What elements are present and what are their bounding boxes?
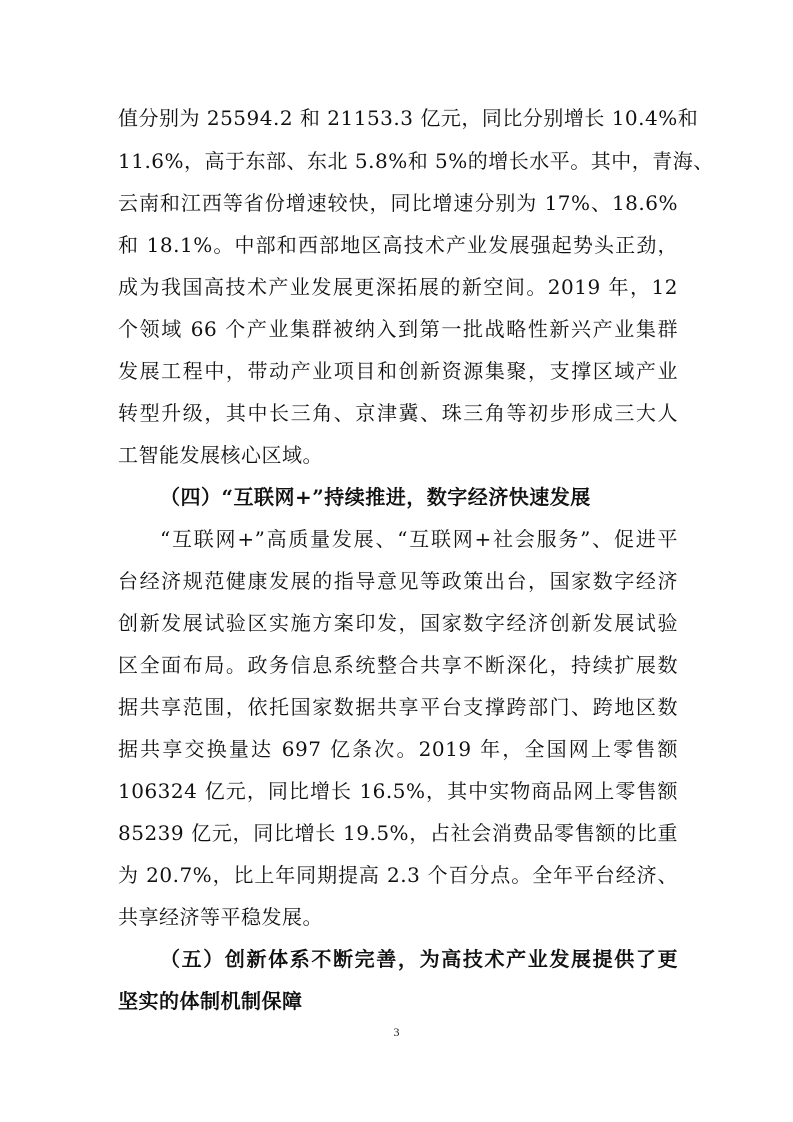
text-line: 区全面布局。政务信息系统整合共享不断深化，持续扩展数 (118, 653, 678, 677)
text-line: 个领域 66 个产业集群被纳入到第一批战略性新兴产业集群 (118, 317, 678, 341)
text-line: 和 18.1%。中部和西部地区高技术产业发展强起势头正劲， (118, 233, 678, 257)
heading-line: 坚实的体制机制保障 (118, 989, 303, 1013)
text-line: 创新发展试验区实施方案印发，国家数字经济创新发展试验 (118, 611, 678, 635)
text-line: 共享经济等平稳发展。 (118, 905, 323, 929)
text-line: 工智能发展核心区域。 (118, 443, 323, 467)
heading-line: （五）创新体系不断完善，为高技术产业发展提供了更 (160, 947, 678, 971)
text-line: 85239 亿元，同比增长 19.5%，占社会消费品零售额的比重 (118, 821, 678, 845)
text-line: 发展工程中，带动产业项目和创新资源集聚，支撑区域产业 (118, 359, 678, 383)
text-line: 为 20.7%，比上年同期提高 2.3 个百分点。全年平台经济、 (118, 863, 678, 887)
text-line: 106324 亿元，同比增长 16.5%，其中实物商品网上零售额 (118, 779, 678, 803)
text-line: “互联网+”高质量发展、“互联网+社会服务”、促进平 (160, 527, 678, 551)
text-line: 转型升级，其中长三角、京津冀、珠三角等初步形成三大人 (118, 401, 678, 425)
section-heading-4: （四）“互联网+”持续推进，数字经济快速发展 (160, 485, 591, 509)
text-line: 台经济规范健康发展的指导意见等政策出台，国家数字经济 (118, 569, 678, 593)
text-line: 值分别为 25594.2 和 21153.3 亿元，同比分别增长 10.4%和 (118, 106, 699, 130)
text-line: 据共享范围，依托国家数据共享平台支撑跨部门、跨地区数 (118, 695, 678, 719)
text-line: 成为我国高技术产业发展更深拓展的新空间。2019 年，12 (118, 275, 678, 299)
page-number: 3 (393, 1025, 400, 1039)
text-line: 据共享交换量达 697 亿条次。2019 年，全国网上零售额 (118, 737, 678, 761)
text-line: 云南和江西等省份增速较快，同比增速分别为 17%、18.6% (118, 191, 678, 215)
text-line: 11.6%，高于东部、东北 5.8%和 5%的增长水平。其中，青海、 (118, 149, 714, 173)
